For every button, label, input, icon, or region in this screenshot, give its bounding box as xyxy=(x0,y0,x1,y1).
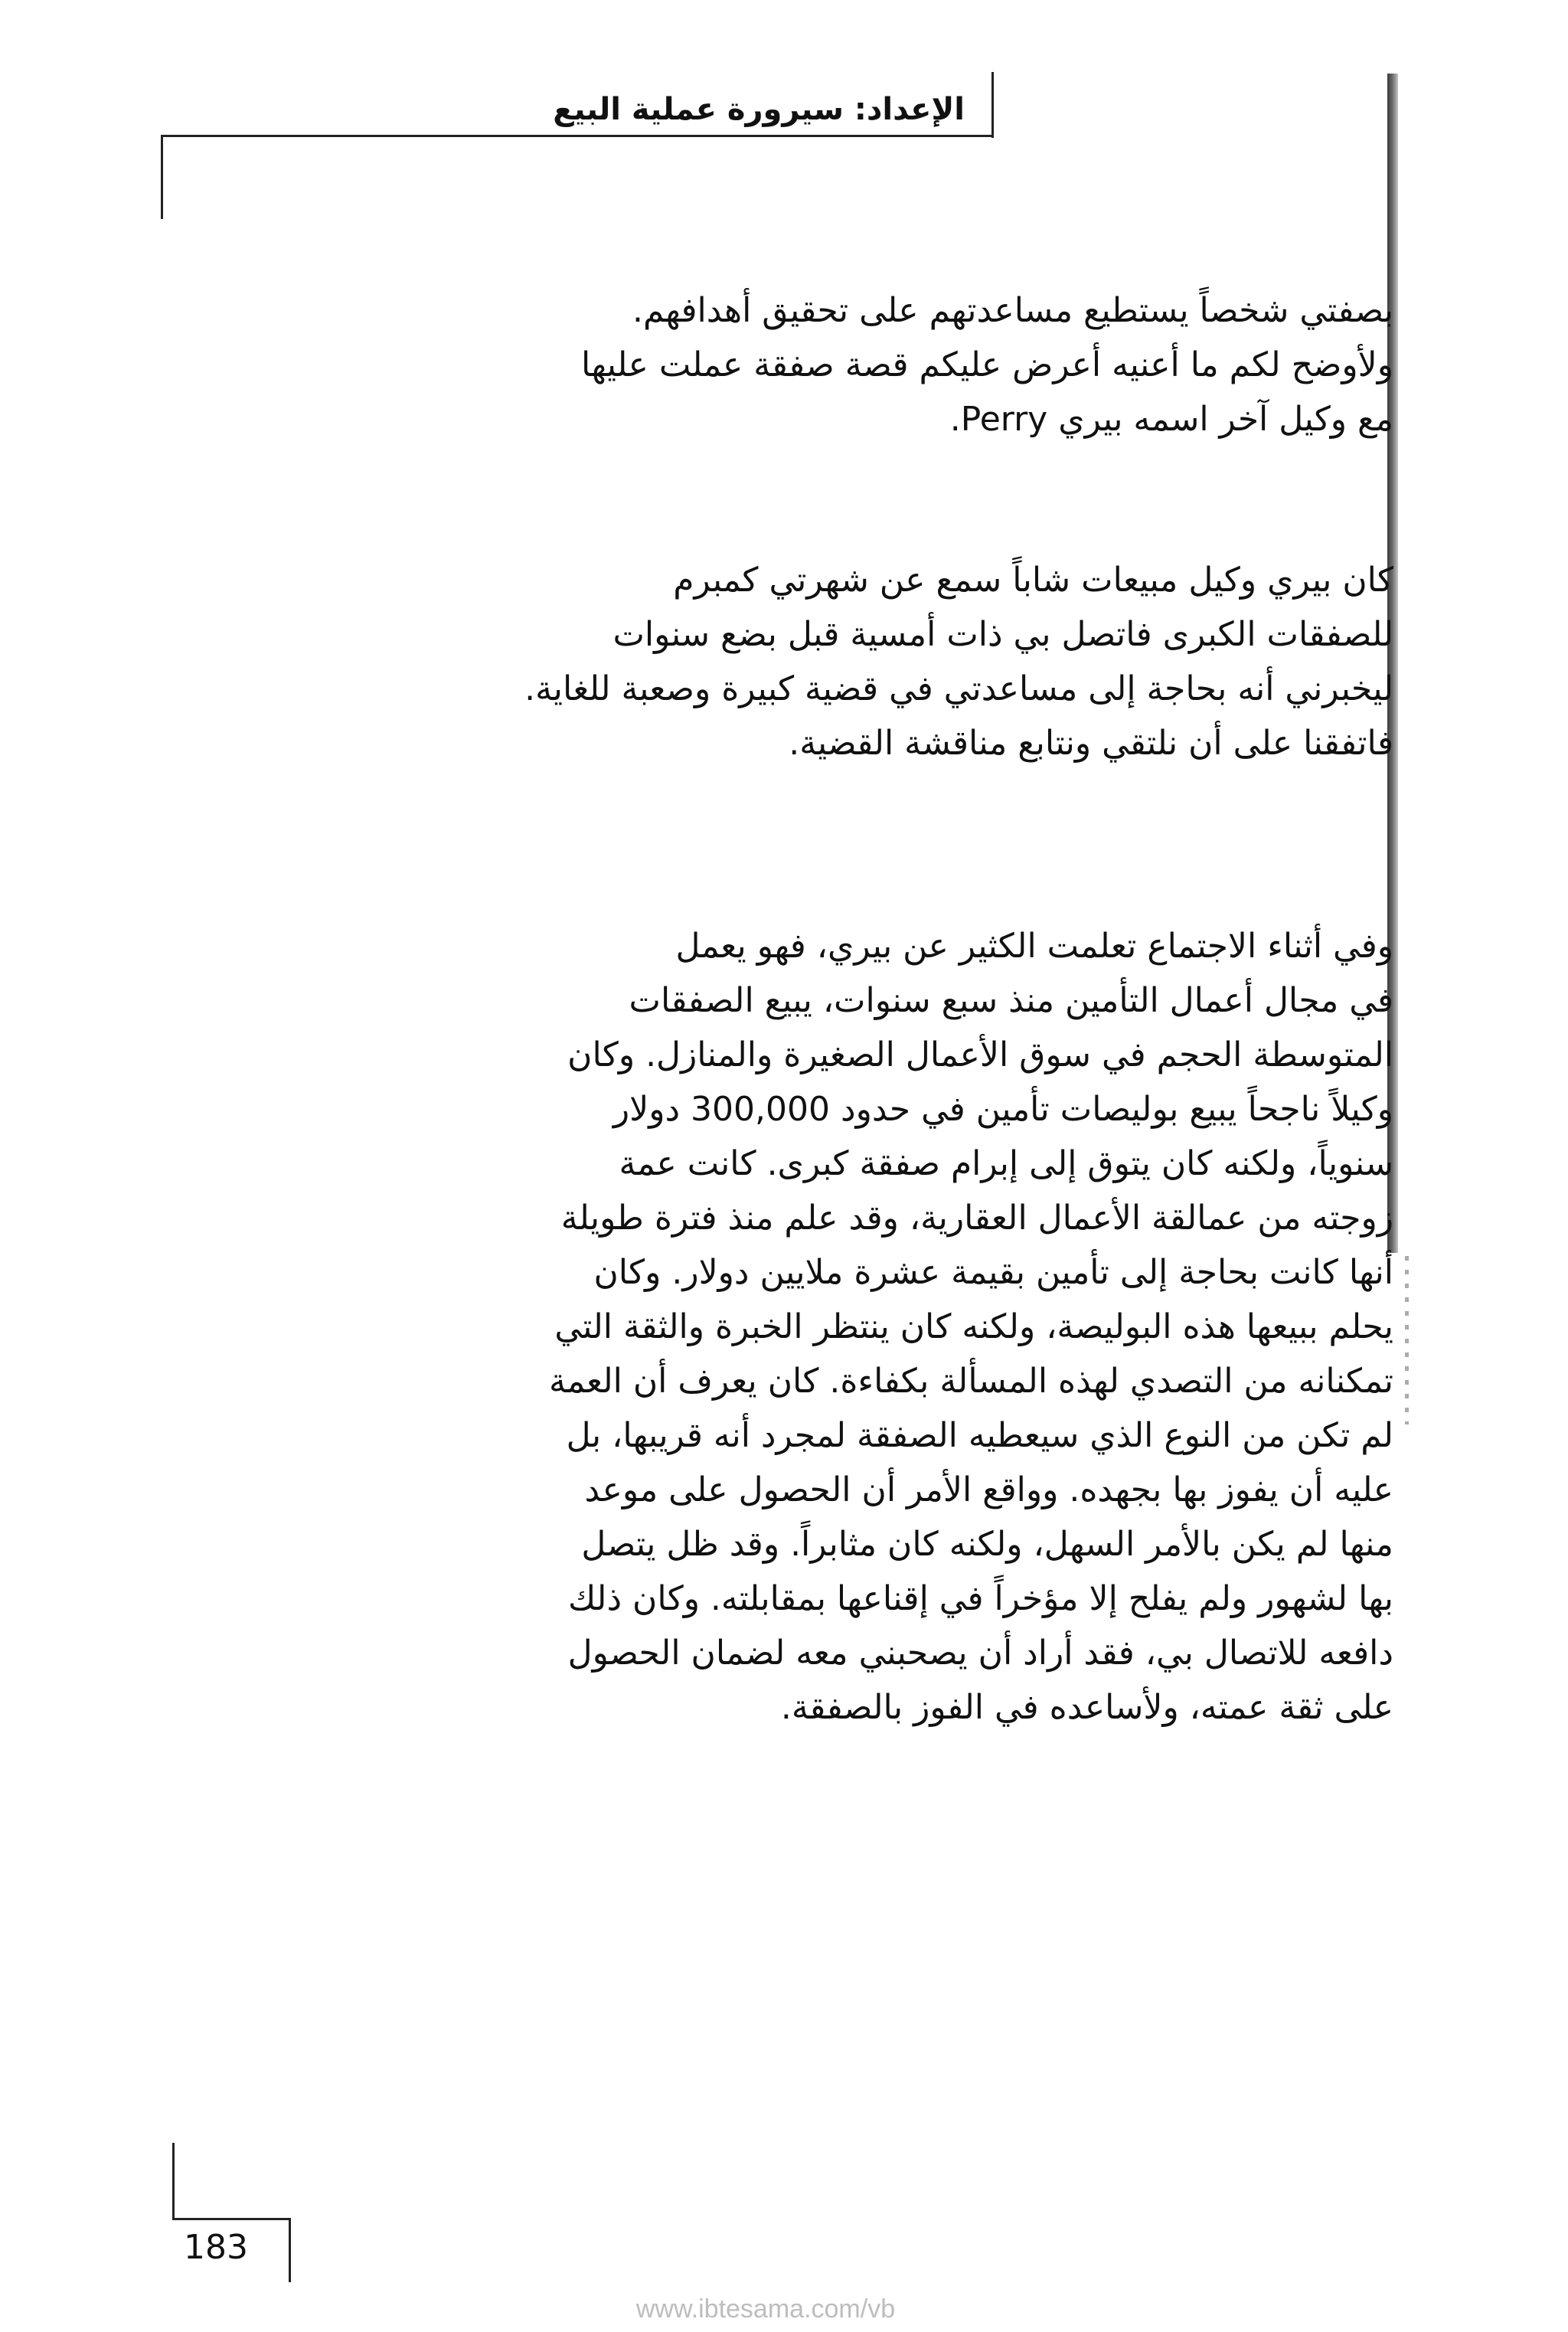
scan-edge-noise xyxy=(1405,1256,1409,1424)
text-line: فاتفقنا على أن نلتقي ونتابع مناقشة القضية. xyxy=(789,724,1393,763)
text-line: سنوياً، ولكنه كان يتوق إلى إبرام صفقة كبرى. كانت عمة xyxy=(619,1144,1393,1183)
text-line: المتوسطة الحجم في سوق الأعمال الصغيرة والمنازل. وكان xyxy=(567,1035,1393,1074)
header-rule-left xyxy=(161,136,163,219)
page-number: 183 xyxy=(184,2228,248,2267)
footer-rule xyxy=(172,2218,289,2220)
paragraph-1 xyxy=(237,283,1393,446)
text-line: ليخبرني أنه بحاجة إلى مساعدتي في قضية كبيرة وصعبة للغاية. xyxy=(524,669,1393,708)
text-line: بها لشهور ولم يفلح إلا مؤخراً في إقناعها بمقابلته. وكان ذلك xyxy=(567,1579,1393,1618)
text-line: مع وكيل آخر اسمه بيري Perry. xyxy=(949,400,1393,439)
text-line: على ثقة عمته، ولأساعده في الفوز بالصفقة. xyxy=(780,1688,1393,1727)
text-line: وكيلاً ناجحاً يبيع بوليصات تأمين في حدود 300,000 دولار xyxy=(612,1090,1393,1129)
footer-rule-right xyxy=(289,2218,291,2282)
text-line: وفي أثناء الاجتماع تعلمت الكثير عن بيري، فهو يعمل xyxy=(675,927,1393,966)
text-line: كان بيري وكيل مبيعات شاباً سمع عن شهرتي كمبرم xyxy=(673,561,1393,600)
running-header: الإعداد: سيرورة عملية البيع xyxy=(553,92,965,127)
paragraph-2 xyxy=(237,553,1393,770)
text-line: في مجال أعمال التأمين منذ سبع سنوات، يبيع الصفقات xyxy=(629,981,1393,1020)
text-line: يحلم ببيعها هذه البوليصة، ولكنه كان ينتظر الخبرة والثقة التي xyxy=(554,1307,1393,1346)
text-line: ولأوضح لكم ما أعنيه أعرض عليكم قصة صفقة عملت عليها xyxy=(581,345,1393,384)
watermark-link[interactable]: www.ibtesama.com/vb xyxy=(635,2294,896,2324)
text-line: بصفتي شخصاً يستطيع مساعدتهم على تحقيق أهدافهم. xyxy=(632,291,1393,330)
text-line: تمكنانه من التصدي لهذه المسألة بكفاءة. كان يعرف أن العمة xyxy=(549,1362,1393,1401)
text-line: للصفقات الكبرى فاتصل بي ذات أمسية قبل بضع سنوات xyxy=(612,615,1393,654)
text-line: عليه أن يفوز بها بجهده. وواقع الأمر أن الحصول على موعد xyxy=(584,1470,1393,1509)
text-line: أنها كانت بحاجة إلى تأمين بقيمة عشرة ملايين دولار. وكان xyxy=(593,1253,1393,1292)
footer-rule-left xyxy=(172,2143,175,2218)
paragraph-3 xyxy=(237,919,1393,1735)
header-rule-right xyxy=(991,72,994,138)
text-line: دافعه للاتصال بي، فقد أراد أن يصحبني معه لضمان الحصول xyxy=(567,1634,1393,1673)
header-rule xyxy=(161,135,991,137)
text-line: لم تكن من النوع الذي سيعطيه الصفقة لمجرد أنه قريبها، بل xyxy=(566,1416,1393,1455)
text-line: منها لم يكن بالأمر السهل، ولكنه كان مثابراً. وقد ظل يتصل xyxy=(581,1525,1393,1564)
text-line: زوجته من عمالقة الأعمال العقارية، وقد علم منذ فترة طويلة xyxy=(560,1199,1393,1238)
